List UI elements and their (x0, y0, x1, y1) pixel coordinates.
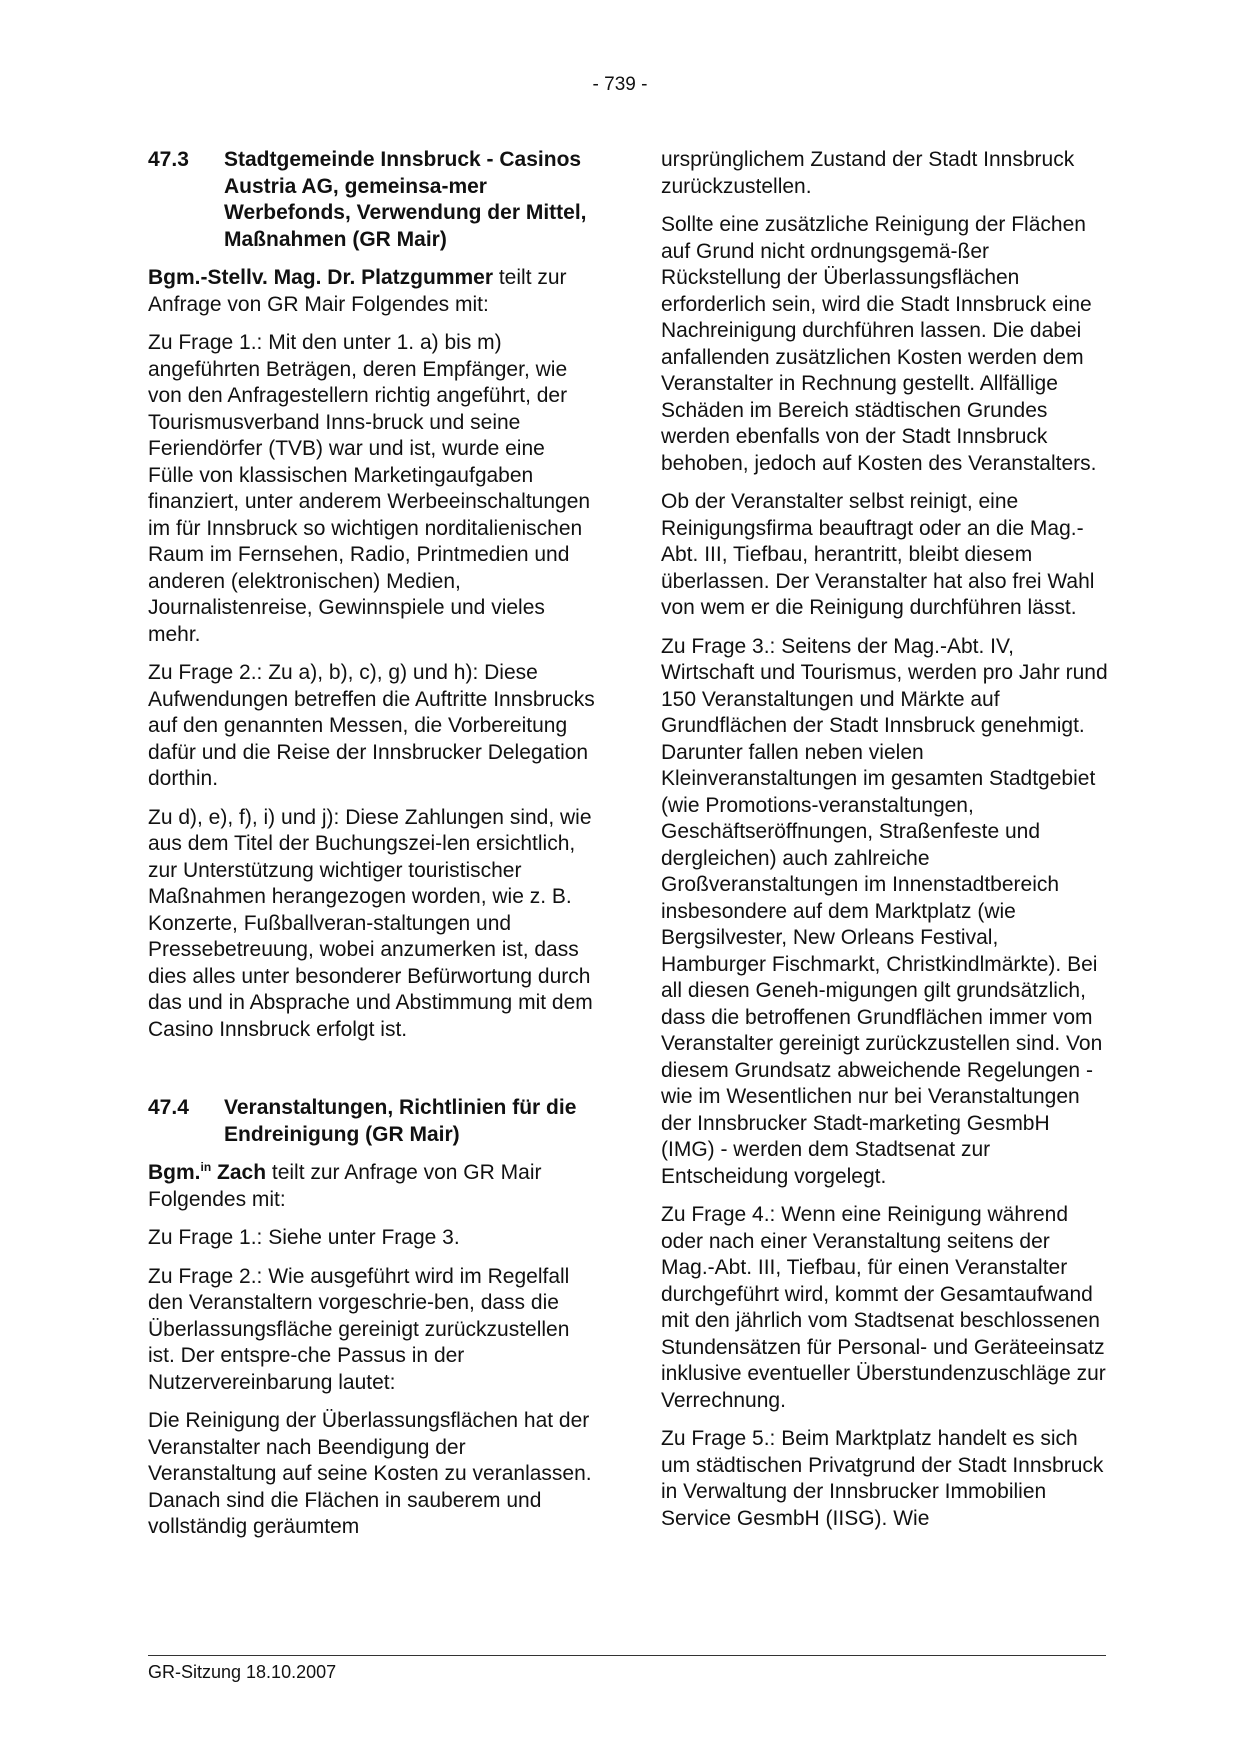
speaker-intro (148, 265, 596, 318)
paragraph: Zu Frage 1.: Siehe unter Frage 3. (148, 1226, 460, 1249)
section-title: Stadtgemeinde Innsbruck - Casinos Austria AG, gemeinsa-mer Werbefonds, Verwendung der Mittel, Maßnahmen (GR Mair) (224, 148, 587, 251)
paragraph: Zu Frage 2.: Wie ausgeführt wird im Regelfall den Veranstaltern vorgeschrie-ben, dass die Überlassungsfläche gereinigt zurückzustellen ist. Der entspre-che Passus in der Nutzervereinbarung lautet: (148, 1264, 570, 1394)
paragraph: Sollte eine zusätzliche Reinigung der Flächen auf Grund nicht ordnungsgemä-ßer Rückstellung der Überlassungsflächen erforderlich sein, wird die Stadt Innsbruck eine Nachreinigung durchführen lassen. Die dabei anfallenden zusätzlichen Kosten werden dem Veranstalter in Rechnung gestellt. Allfällige Schäden im Bereich städtischen Grundes werden ebenfalls von der Stadt Innsbruck behoben, jedoch auf Kosten des Veranstalters. (661, 213, 1097, 475)
paragraph: Ob der Veranstalter selbst reinigt, eine Reinigungsfirma beauftragt oder an die Mag.-Abt. III, Tiefbau, herantritt, bleibt diesem überlassen. Der Veranstalter hat also frei Wahl von wem er die Reinigung durchführen lässt. (661, 490, 1095, 619)
footer-divider (148, 1655, 1106, 1656)
page-number: - 739 - (592, 74, 648, 95)
right-column (661, 147, 1109, 1544)
section-heading-47-4 (148, 1095, 596, 1148)
speaker-superscript: in (200, 1160, 212, 1174)
speaker-intro (148, 1160, 596, 1213)
paragraph: Zu Frage 4.: Wenn eine Reinigung während oder nach einer Veranstaltung seitens der Mag.-Abt. III, Tiefbau, für einen Veranstalter durchgeführt wird, kommt der Gesamtaufwand mit den jährlich vom Stadtsenat beschlossenen Stundensätzen für Personal- und Geräteeinsatz inklusive eventueller Überstundenzuschläge zur Verrechnung. (661, 1203, 1106, 1412)
paragraph: Die Reinigung der Überlassungsflächen hat der Veranstalter nach Beendigung der Veranstaltung auf seine Kosten zu veranlassen. Danach sind die Flächen in sauberem und vollständig geräumtem (148, 1409, 592, 1538)
paragraph: Zu Frage 2.: Zu a), b), c), g) und h): Diese Aufwendungen betreffen die Auftritte Innsbrucks auf den genannten Messen, die Vorbereitung dafür und die Reise der Innsbrucker Delegation dorthin. (148, 661, 595, 790)
speaker-prefix: Bgm. (148, 1161, 201, 1184)
section-heading-47-3 (148, 147, 596, 253)
section-number: 47.3 (148, 148, 189, 171)
intro-text: teilt zur Anfrage von GR Mair Folgendes mit: (148, 266, 567, 316)
intro-text: teilt zur Anfrage von GR Mair Folgendes mit: (148, 1161, 542, 1211)
paragraph: Zu Frage 1.: Mit den unter 1. a) bis m) angeführten Beträgen, deren Empfänger, wie von den Anfragestellern richtig angeführt, der Tourismusverband Inns-bruck und seine Feriendörfer (TVB) war und ist, wurde eine Fülle von klassischen Marketingaufgaben finanziert, unter anderem Werbeeinschaltungen im für Innsbruck so wichtigen norditalienischen Raum im Fernsehen, Radio, Printmedien und anderen (elektronischen) Medien, Journalistenreise, Gewinnspiele und vieles mehr. (148, 331, 591, 646)
footer-text: GR-Sitzung 18.10.2007 (148, 1662, 337, 1682)
speaker-name (148, 1161, 266, 1184)
paragraph: Zu Frage 3.: Seitens der Mag.-Abt. IV, Wirtschaft und Tourismus, werden pro Jahr rund 150 Veranstaltungen und Märkte auf Grundflächen der Stadt Innsbruck genehmigt. Darunter fallen neben vielen Kleinveranstaltungen im gesamten Stadtgebiet (wie Promotions-veranstaltungen, Geschäftseröffnungen, Straßenfeste und dergleichen) auch zahlreiche Großveranstaltungen im Innenstadtbereich insbesondere auf dem Marktplatz (wie Bergsilvester, New Orleans Festival, Hamburger Fischmarkt, Christkindlmärkte). Bei all diesen Geneh-migungen gilt grundsätzlich, dass die betroffenen Grundflächen immer vom Veranstalter gereinigt zurückzustellen sind. Von diesem Grundsatz abweichende Regelungen - wie im Wesentlichen nur bei Veranstaltungen der Innsbrucker Stadt-marketing GesmbH (IMG) - werden dem Stadtsenat zur Entscheidung vorgelegt. (661, 634, 1108, 1188)
paragraph: ursprünglichem Zustand der Stadt Innsbruck zurückzustellen. (661, 148, 1075, 198)
left-column (148, 147, 596, 1553)
paragraph: Zu d), e), f), i) und j): Diese Zahlungen sind, wie aus dem Titel der Buchungszei-len ersichtlich, zur Unterstützung wichtiger touristischer Maßnahmen herangezogen worden, wie z. B. Konzerte, Fußballveran-staltungen und Pressebetreuung, wobei anzumerken ist, dass dies alles unter besonderer Befürwortung durch das und in Absprache und Abstimmung mit dem Casino Innsbruck erfolgt ist. (148, 805, 593, 1041)
speaker-name: Bgm.-Stellv. Mag. Dr. Platzgummer (148, 266, 494, 289)
speaker-surname: Zach (211, 1161, 267, 1184)
paragraph: Zu Frage 5.: Beim Marktplatz handelt es sich um städtischen Privatgrund der Stadt Innsbruck in Verwaltung der Innsbrucker Immobilien Service GesmbH (IISG). Wie (661, 1427, 1104, 1530)
section-number: 47.4 (148, 1096, 189, 1119)
section-title: Veranstaltungen, Richtlinien für die Endreinigung (GR Mair) (224, 1096, 577, 1146)
